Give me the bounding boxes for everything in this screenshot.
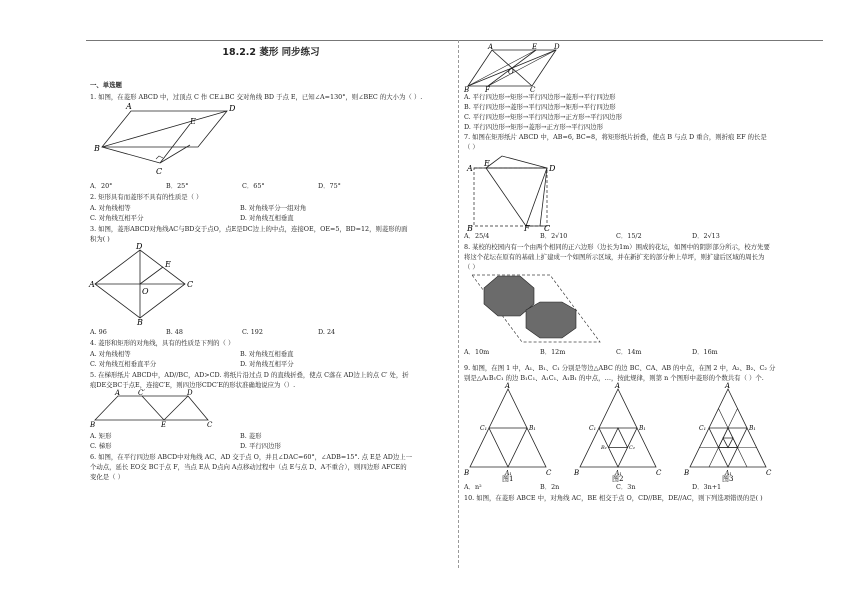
label-C-prime: C′ [138, 389, 145, 397]
figure-q6-parallelogram [464, 44, 824, 92]
label-C: C [530, 86, 536, 94]
question-3-line1: 3. 如图，菱形ABCD对角线AC与BD交于点O，点E是DC边上的中点，连接OE，OE=5，BD=12，则菱形的面 [90, 225, 408, 233]
page-title: 18.2.2 菱形 同步练习 [222, 47, 320, 58]
triangle-figure-1 [463, 382, 552, 483]
figure-q7-folded-rectangle [464, 152, 824, 233]
section-heading: 一、单选题 [90, 81, 122, 89]
q6-option-a[interactable]: A. 平行四边形→矩形→平行四边形→菱形→平行四边形 [464, 93, 616, 101]
triangle-figure-3 [683, 382, 772, 483]
q1-option-c[interactable]: C．65° [242, 182, 265, 190]
label-D: D [187, 389, 193, 397]
q4-option-c[interactable]: C. 对角线互相垂直平分 [90, 360, 157, 368]
label-B: B [464, 86, 470, 94]
q9-option-a[interactable]: A．n² [464, 483, 482, 491]
q1-option-b[interactable]: B．25° [166, 182, 189, 190]
question-9-line2: 别是△A₁B₁C₁ 的边 B₁C₁、A₁C₁、A₁B₁ 的中点，…，按此规律，则第 n 个图形中菱形的个数共有（ ）个. [464, 374, 764, 382]
label-C: C [156, 167, 163, 176]
question-10: 10. 如图，在菱形 ABCE 中，对角线 AC，BE 相交于点 O，CD//BE，DE//AC，则下列选项错误的是( ) [464, 494, 763, 502]
q3-option-b[interactable]: B. 48 [166, 328, 183, 336]
figure-q3-rhombus [90, 244, 452, 326]
question-6-line3: 变化是（ ） [90, 473, 124, 481]
question-3-line2: 积为( ) [90, 235, 110, 243]
svg-text:B₁: B₁ [749, 425, 756, 432]
q7-option-d[interactable]: D．2√13 [692, 232, 720, 240]
q2-option-a[interactable]: A. 对角线相等 [90, 204, 131, 212]
label-D: D [554, 43, 560, 51]
q5-option-c[interactable]: C. 梯形 [90, 442, 112, 450]
svg-text:C: C [656, 469, 662, 477]
svg-text:C₁: C₁ [699, 425, 706, 432]
question-2: 2. 矩形具有而菱形不具有的性质是（ ） [90, 193, 203, 201]
svg-text:A₁: A₁ [725, 470, 732, 477]
label-O: O [142, 287, 149, 296]
q9-option-d[interactable]: D．3n+1 [692, 483, 722, 491]
question-9-line1: 9. 如图，在图 1 中，A₁、B₁、C₁ 分别是等边△ABC 的边 BC、CA、AB 的中点，在图 2 中，A₂、B₂、C₂ 分 [464, 364, 776, 372]
svg-text:B: B [574, 469, 580, 477]
label-B: B [467, 224, 473, 233]
q8-option-a[interactable]: A．10m [464, 348, 490, 356]
label-E: E [190, 117, 196, 126]
header-rule [86, 40, 823, 41]
svg-text:A: A [725, 382, 731, 390]
q5-option-a[interactable]: A. 矩形 [90, 432, 112, 440]
label-C: C [187, 280, 194, 289]
figure-q9-triangles [464, 383, 824, 481]
triangle-figure-2 [573, 382, 662, 483]
q8-option-d[interactable]: D．16m [692, 348, 718, 356]
svg-text:C₁: C₁ [480, 425, 487, 432]
label-B: B [90, 421, 96, 429]
question-7-line1: 7. 如图在矩形纸片 ABCD 中，AB=6, BC=8，将矩形纸片折叠，使点 B 与点 D 重合，则折痕 EF 的长是 [464, 133, 767, 141]
svg-text:C₁: C₁ [589, 425, 596, 432]
q7-option-c[interactable]: C．15/2 [616, 232, 642, 240]
svg-text:B₂: B₂ [601, 445, 607, 451]
label-A: A [467, 164, 473, 173]
label-D: D [549, 164, 556, 173]
svg-text:C: C [546, 469, 552, 477]
label-E: E [165, 260, 171, 269]
label-B: B [94, 144, 100, 153]
q2-option-c[interactable]: C. 对角线互相平分 [90, 214, 144, 222]
q8-options [464, 347, 824, 357]
q3-option-a[interactable]: A. 96 [90, 328, 107, 336]
q9-option-b[interactable]: B．2n [540, 483, 560, 491]
question-8-line2: 将这个花坛在原有的基础上扩建成一个如图所示区域，并在新扩充的部分种上草坪，则扩建后区域的周长为 [464, 253, 765, 261]
label-A: A [115, 389, 121, 397]
q6-option-c[interactable]: C. 平行四边形→矩形→平行四边形→正方形→平行四边形 [464, 113, 622, 121]
q5-option-b[interactable]: B. 菱形 [240, 432, 262, 440]
q7-option-a[interactable]: A．25/4 [464, 232, 490, 240]
question-7-line2: （ ） [464, 143, 479, 151]
q1-options [90, 181, 452, 191]
svg-text:B₁: B₁ [529, 425, 536, 432]
figure-q1-rhombus [90, 102, 452, 180]
q7-options [464, 231, 824, 241]
label-F: F [485, 86, 490, 94]
figure-q8-hexagon-garden [464, 272, 824, 346]
question-8-line3: （ ） [464, 263, 479, 271]
label-D: D [136, 242, 143, 251]
q8-option-b[interactable]: B．12m [540, 348, 566, 356]
label-E: E [161, 421, 167, 429]
question-6-line2: 个动点，延长 EO交 BC于点 F，当点 E从 D点向 A点移动过程中（点 E与点 D、A不重合），则四边形 AFCE的 [90, 463, 407, 471]
q1-option-d[interactable]: D．75° [318, 182, 341, 190]
q4-options [90, 349, 452, 369]
label-O: O [508, 68, 514, 76]
svg-text:C₂: C₂ [629, 445, 635, 451]
svg-text:B₁: B₁ [639, 425, 646, 432]
q2-option-b[interactable]: B. 对角线平分一组对角 [240, 204, 307, 212]
column-divider [458, 40, 459, 568]
q5-options [90, 431, 452, 451]
q6-option-d[interactable]: D. 平行四边形→矩形→菱形→正方形→平行四边形 [464, 123, 604, 131]
q1-option-a[interactable]: A．20° [90, 182, 113, 190]
q4-option-d[interactable]: D. 对角线互相平分 [240, 360, 294, 368]
label-C: C [207, 421, 213, 429]
question-8-line1: 8. 某校的校园内有一个由两个相同的正六边形（边长为1m）围成的花坛，如图中的阴影部分所示，校方先要 [464, 243, 770, 251]
q3-option-c[interactable]: C. 192 [242, 328, 263, 336]
svg-text:A₁: A₁ [505, 470, 512, 477]
q4-option-b[interactable]: B. 对角线互相垂直 [240, 350, 294, 358]
q3-options [90, 327, 452, 337]
svg-text:A₁: A₁ [615, 470, 622, 477]
left-column [90, 44, 452, 482]
fig-caption-1: 图1 [502, 475, 514, 483]
svg-text:A: A [615, 382, 621, 390]
label-E: E [532, 43, 538, 51]
q3-option-d[interactable]: D. 24 [318, 328, 336, 336]
q2-option-d[interactable]: D. 对角线互相垂直 [240, 214, 294, 222]
svg-text:B: B [464, 469, 470, 477]
q8-option-c[interactable]: C．14m [616, 348, 642, 356]
q5-option-d[interactable]: D. 平行四边形 [240, 442, 281, 450]
figure-q5-trapezoid [90, 390, 452, 430]
question-5-line2: 痕DE交BC于点E，连接C′E，则四边形CDC′E的形状准确地说应为（）. [90, 381, 296, 389]
label-C: C [544, 224, 551, 233]
label-B: B [137, 318, 143, 327]
q2-options [90, 203, 452, 223]
svg-text:A: A [505, 382, 511, 390]
question-4: 4. 菱形和矩形的对角线，具有的性质是下列的（ ） [90, 339, 235, 347]
q4-option-a[interactable]: A. 对角线相等 [90, 350, 131, 358]
label-A: A [89, 280, 95, 289]
q7-option-b[interactable]: B．2√10 [540, 232, 568, 240]
q6-option-b[interactable]: B. 平行四边形→菱形→平行四边形→矩形→平行四边形 [464, 103, 616, 111]
label-E: E [484, 159, 490, 168]
question-5-line1: 5. 在梯形纸片 ABCD中，AD//BC，AD>CD. 将纸片沿过点 D 的直线折叠，使点 C落在 AD边上的点 C′ 处，折 [90, 371, 409, 379]
label-F: F [524, 224, 530, 233]
q9-options [464, 482, 824, 492]
label-D: D [229, 104, 236, 113]
fig-caption-3: 图3 [722, 475, 734, 483]
fig-caption-2: 图2 [612, 475, 624, 483]
question-1: 1. 如图，在菱形 ABCD 中，过顶点 C 作 CE⊥BC 交对角线 BD 于点 E，已知∠A=130°，则∠BEC 的大小为（ ）. [90, 93, 423, 101]
question-6-line1: 6. 如图，在平行四边形 ABCD中对角线 AC、AD 交于点 O，并且∠DAC=60°，∠ADB=15°. 点 E是 AD边上一 [90, 453, 413, 461]
svg-text:C: C [766, 469, 772, 477]
label-A: A [126, 102, 132, 111]
svg-text:B: B [684, 469, 690, 477]
right-column [464, 44, 824, 503]
label-A: A [488, 43, 494, 51]
q9-option-c[interactable]: C．3n [616, 483, 636, 491]
